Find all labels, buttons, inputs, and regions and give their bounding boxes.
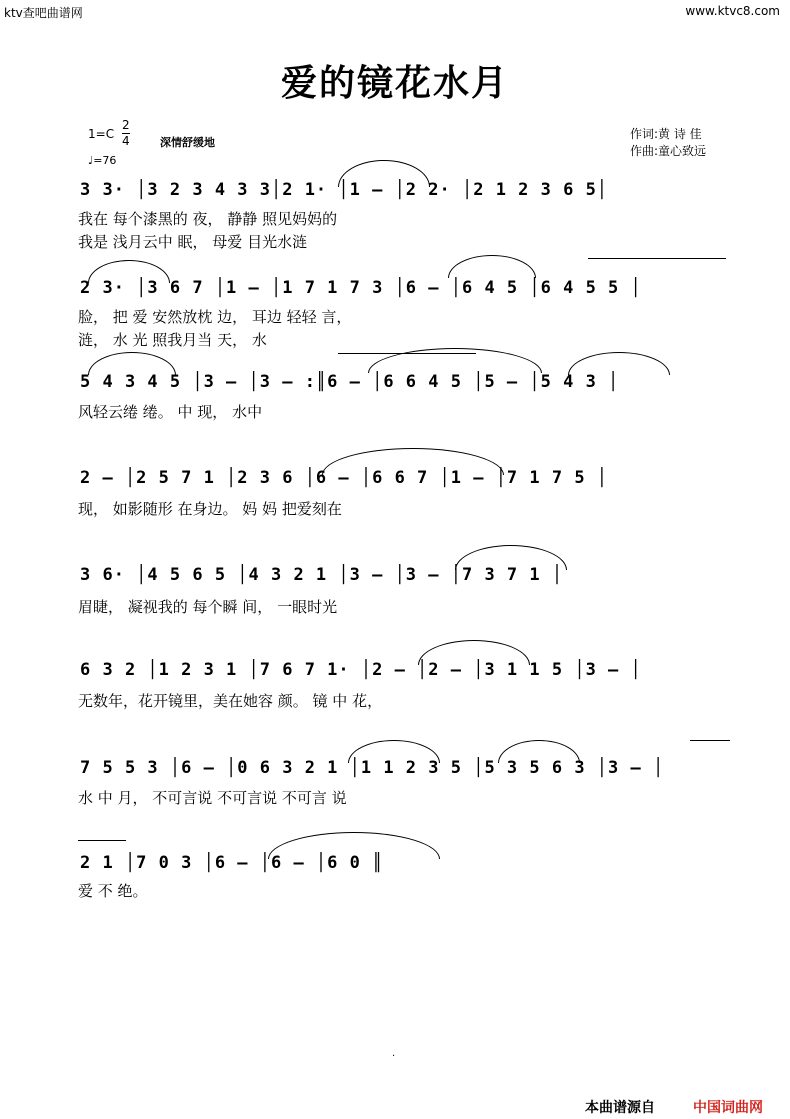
lyrics-row-1a: 我在 每个漆黑的 夜， 静静 照见妈妈的 [78,210,338,228]
lyrics-row-2a: 脸， 把 爱 安然放枕 边， 耳边 轻轻 言， [78,308,352,326]
notes-row-1: 3 3· │3 2 3 4 3 3│2 1· │1 – │2 2· │2 1 2 3 6 5│ [80,180,609,200]
watermark-left: ktv查吧曲谱网 [4,6,83,20]
notes-row-6: 6 3 2 │1 2 3 1 │7 6 7 1· │2 – │2 – │3 1 1 5 │3 – │ [80,660,642,680]
tie-line [78,840,126,841]
lyricist: 作词:黄 诗 佳 [630,127,702,141]
lyrics-row-6: 无数年，花开镜里，美在她容 颜。 镜 中 花， [78,692,383,710]
song-title: 爱的镜花水月 [280,62,509,104]
tempo-mark: ♩=76 [88,154,117,167]
notes-row-3: 5 4 3 4 5 │3 – │3 – :║6 – │6 6 4 5 │5 – │5 4 3 │ [80,372,620,392]
composer: 作曲:童心致远 [630,144,707,158]
slur [498,740,580,763]
slur [448,255,536,278]
lyrics-row-4: 现， 如影随形 在身边。 妈 妈 把爱刻在 [78,500,342,518]
slur [418,640,530,665]
slur [338,160,430,187]
expression-mark: 深情舒缓地 [160,136,215,149]
slur [88,260,170,283]
notes-row-5: 3 6· │4 5 6 5 │4 3 2 1 │3 – │3 – │7 3 7 1 │ [80,565,564,585]
lyrics-row-7: 水 中 月， 不可言说 不可言说 不可言 说 [78,789,347,807]
lyrics-row-1b: 我是 浅月云中 眠， 母爱 目光水涟 [78,233,308,251]
slur [268,832,440,859]
notes-row-7: 7 5 5 3 │6 – │0 6 3 2 1 │1 1 2 3 5 │5 3 5 6 3 │3 – │ [80,758,665,778]
lyrics-row-5: 眉睫， 凝视我的 每个瞬 间， 一眼时光 [78,598,338,616]
key-signature: 1=C [88,127,115,141]
notes-row-8: 2 1 │7 0 3 │6 – │6 – │6 0 ║ [80,853,384,873]
slur [348,740,440,763]
watermark-right: www.ktvc8.com [685,4,780,18]
credits [630,126,706,160]
time-sig-top: 2 [122,118,130,132]
time-sig-bottom: 4 [122,134,130,148]
slur [322,448,504,475]
tie-line [690,740,730,741]
slur [568,352,670,375]
lyrics-row-3: 风轻云绻 绻。 中 现， 水中 [78,403,263,421]
lyrics-row-8: 爱 不 绝。 [78,882,148,900]
slur [368,348,542,373]
volta-1-bracket [588,258,726,259]
page-dot: . [392,1048,396,1059]
time-signature [122,118,130,149]
slur [88,352,176,375]
notes-row-4: 2 – │2 5 7 1 │2 3 6 │6 – │6 6 7 │1 – │7 1 7 5 │ [80,468,609,488]
footer-site-name: 中国词曲网 [693,1100,763,1116]
notes-row-2: 2 3· │3 6 7 │1 – │1 7 1 7 3 │6 – │6 4 5 │6 4 5 5 │ [80,278,642,298]
slur [455,545,567,570]
lyrics-row-2b: 涟， 水 光 照我月当 天， 水 [78,331,267,349]
footer-source-label: 本曲谱源自 [585,1100,655,1116]
